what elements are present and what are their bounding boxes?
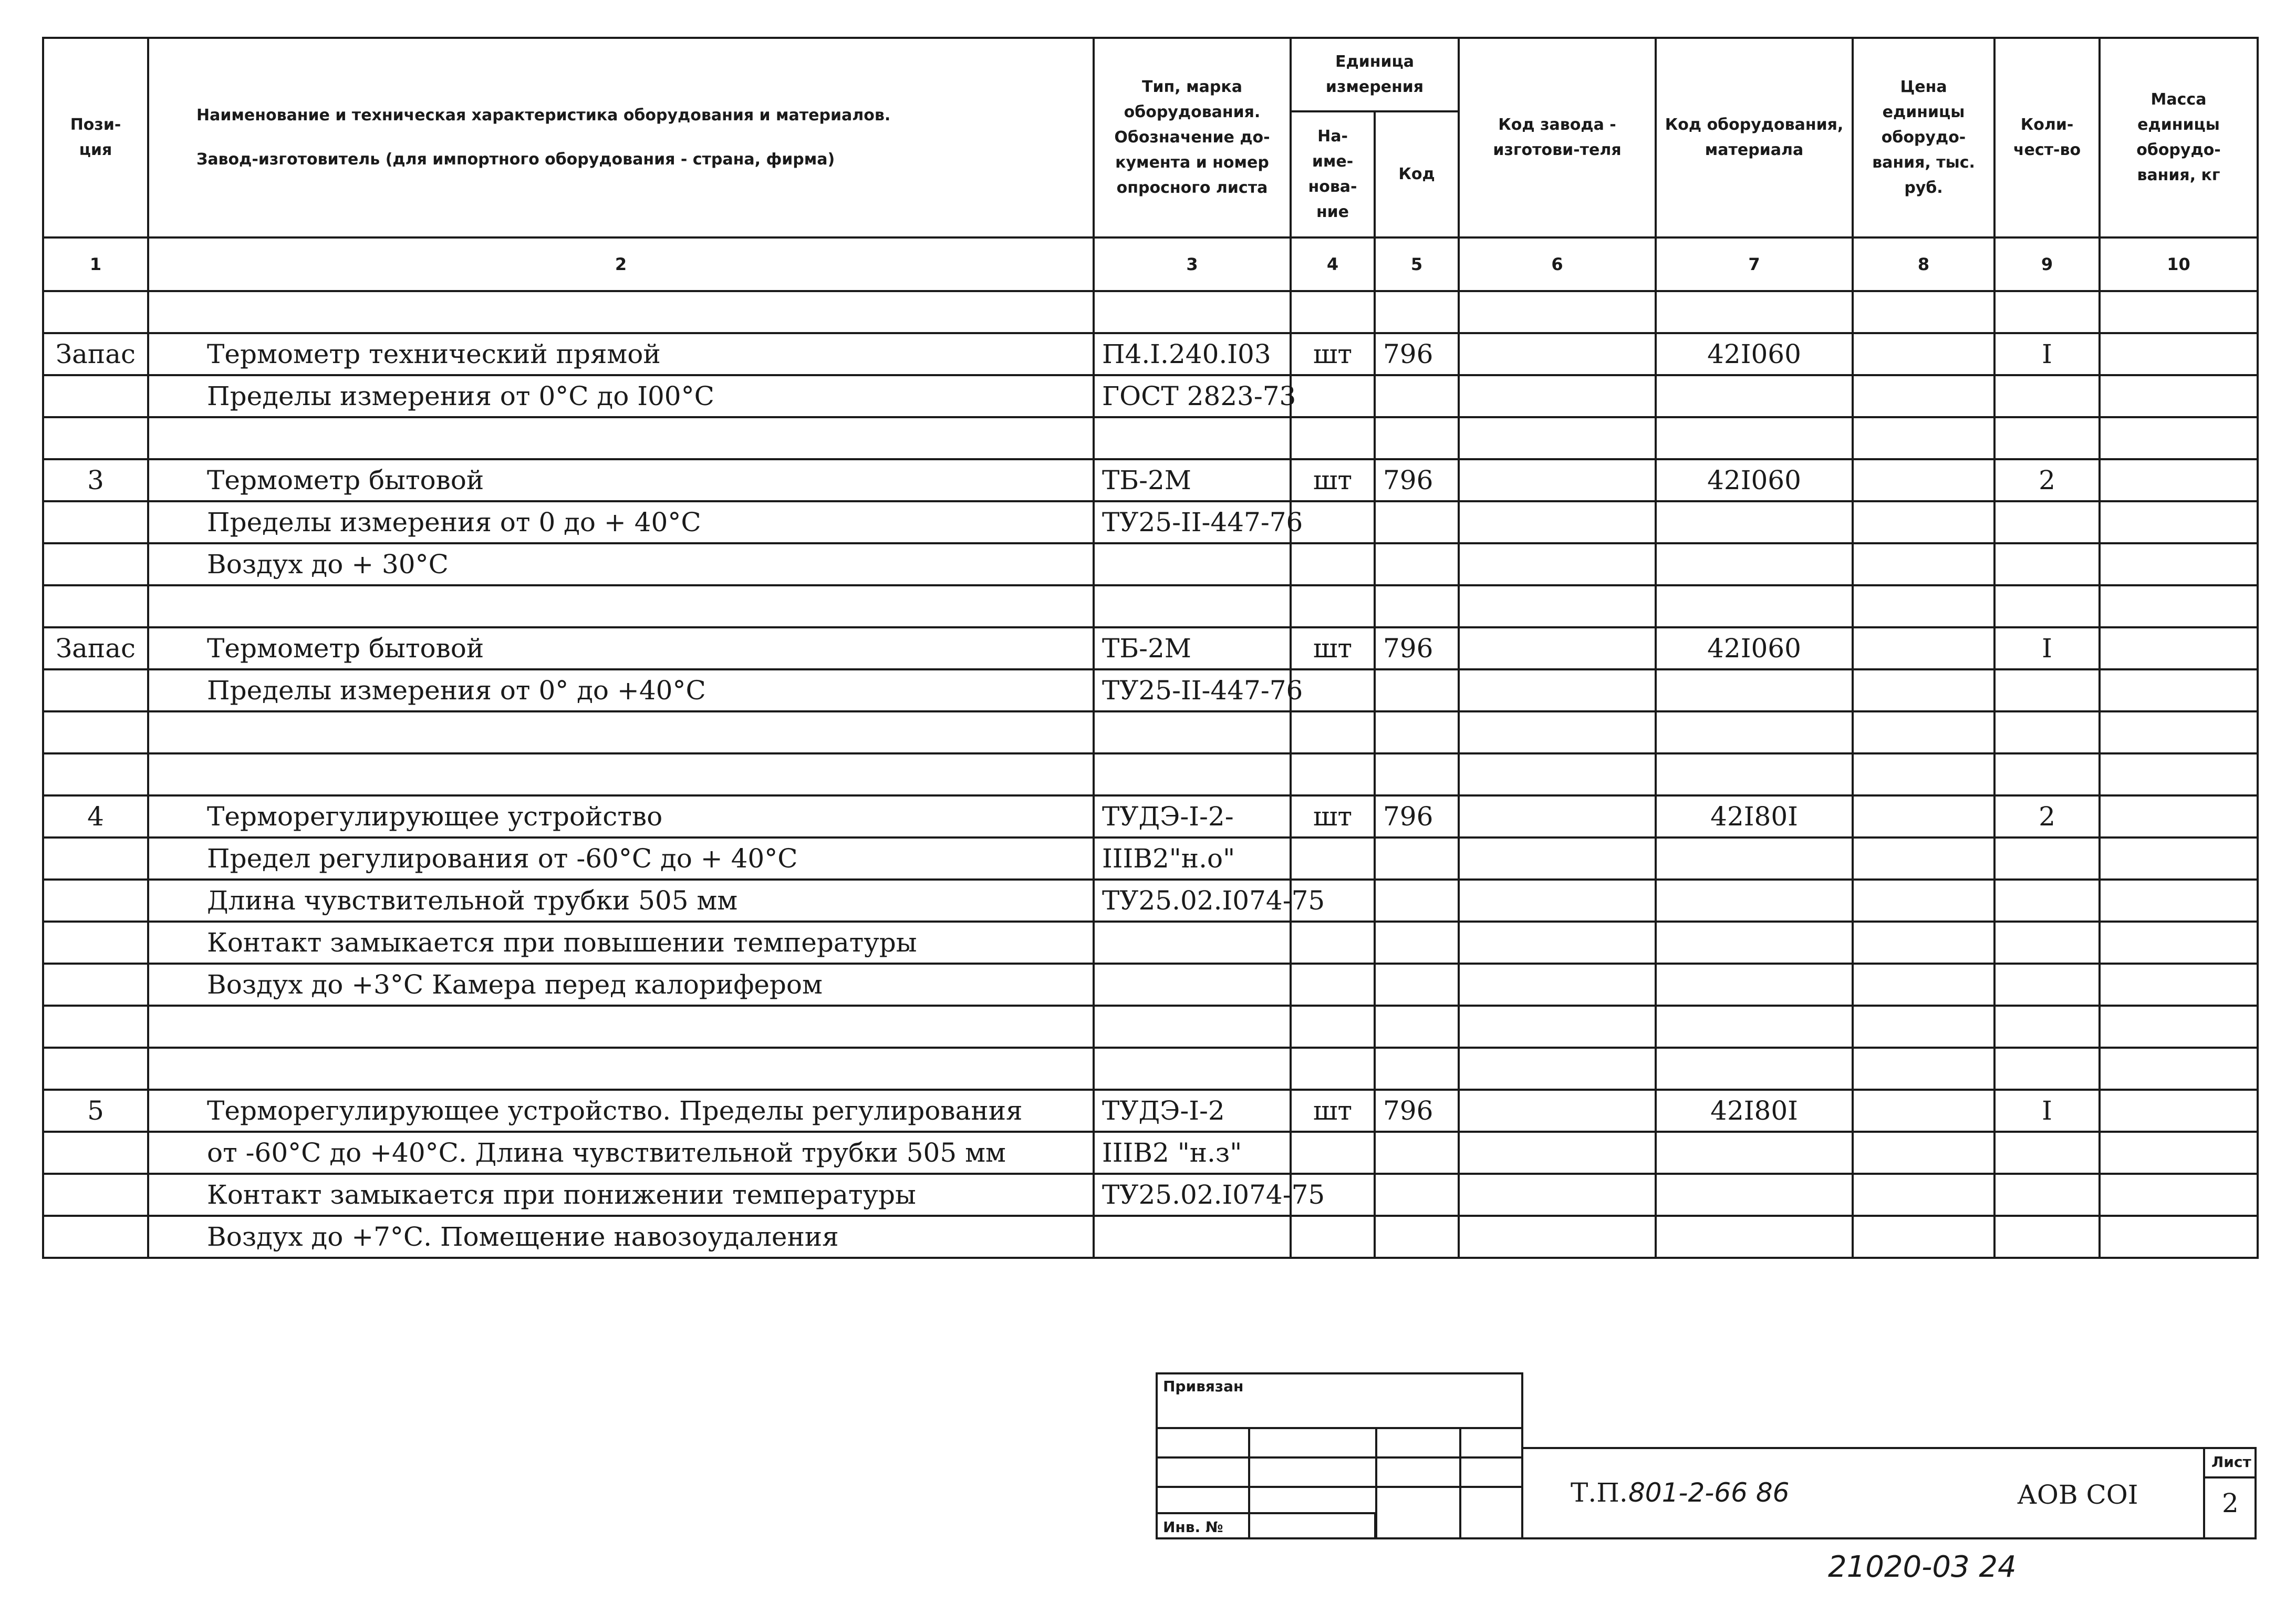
type-cell — [1094, 753, 1291, 795]
header-plant-code: Код завода - изготови-теля — [1459, 38, 1656, 237]
mass-cell — [2100, 1006, 2258, 1048]
privyazan-label: Привязан — [1163, 1378, 1244, 1395]
material-code-cell: 42I060 — [1656, 627, 1853, 669]
name-cell — [148, 1048, 1094, 1090]
quantity-cell: 2 — [1994, 795, 2100, 837]
position-cell — [43, 375, 148, 417]
table-row — [43, 1174, 2258, 1216]
plant-code-cell — [1459, 964, 1656, 1006]
table-row — [43, 585, 2258, 627]
table-row — [43, 711, 2258, 753]
price-cell — [1853, 1132, 1994, 1174]
position-cell — [43, 501, 148, 543]
type-cell: IIIВ2 "н.з" — [1094, 1132, 1291, 1174]
type-cell — [1094, 711, 1291, 753]
position-cell — [43, 1216, 148, 1258]
position-cell — [43, 837, 148, 880]
name-cell: Предел регулирования от -60°С до + 40°С — [148, 837, 1094, 880]
price-cell — [1853, 711, 1994, 753]
unit-code-cell: 796 — [1375, 459, 1459, 501]
price-cell — [1853, 1216, 1994, 1258]
material-code-cell — [1656, 1048, 1853, 1090]
specification-body — [43, 291, 2258, 1258]
plant-code-cell — [1459, 922, 1656, 964]
material-code-cell — [1656, 417, 1853, 459]
plant-code-cell — [1459, 501, 1656, 543]
quantity-cell — [1994, 1174, 2100, 1216]
plant-code-cell — [1459, 837, 1656, 880]
type-cell — [1094, 964, 1291, 1006]
type-cell: ТУ25-II-447-76 — [1094, 669, 1291, 711]
unit-code-cell — [1375, 964, 1459, 1006]
name-cell: Термометр бытовой — [148, 459, 1094, 501]
column-numbers-row — [43, 237, 2258, 291]
header-name — [148, 38, 1094, 237]
price-cell — [1853, 880, 1994, 922]
quantity-cell — [1994, 669, 2100, 711]
unit-name-cell — [1291, 1216, 1375, 1258]
material-code-cell: 42I80I — [1656, 795, 1853, 837]
table-row — [43, 417, 2258, 459]
table-row — [43, 837, 2258, 880]
table-row — [43, 375, 2258, 417]
type-cell — [1094, 291, 1291, 333]
quantity-cell — [1994, 711, 2100, 753]
column-number: 1 — [43, 237, 148, 291]
unit-name-cell — [1291, 922, 1375, 964]
mass-cell — [2100, 585, 2258, 627]
material-code-cell — [1656, 585, 1853, 627]
header-unit: Единица измерения — [1291, 38, 1459, 111]
name-cell: Длина чувствительной трубки 505 мм — [148, 880, 1094, 922]
plant-code-cell — [1459, 753, 1656, 795]
unit-code-cell — [1375, 417, 1459, 459]
type-cell: ТУ25-II-447-76 — [1094, 501, 1291, 543]
type-cell: ТУ25.02.I074-75 — [1094, 880, 1291, 922]
name-cell: Термометр бытовой — [148, 627, 1094, 669]
header-name-line2: Завод-изготовитель (для импортного оборудования - страна, фирма) — [196, 150, 835, 169]
position-cell: 4 — [43, 795, 148, 837]
header-position: Пози- ция — [43, 38, 148, 237]
material-code-cell — [1656, 543, 1853, 585]
price-cell — [1853, 964, 1994, 1006]
plant-code-cell — [1459, 1174, 1656, 1216]
table-row — [43, 922, 2258, 964]
column-number: 8 — [1853, 237, 1994, 291]
price-cell — [1853, 333, 1994, 375]
type-cell — [1094, 543, 1291, 585]
unit-code-cell: 796 — [1375, 333, 1459, 375]
price-cell — [1853, 669, 1994, 711]
mass-cell — [2100, 711, 2258, 753]
mass-cell — [2100, 795, 2258, 837]
column-number: 4 — [1291, 237, 1375, 291]
position-cell — [43, 922, 148, 964]
quantity-cell — [1994, 375, 2100, 417]
unit-code-cell — [1375, 1048, 1459, 1090]
price-cell — [1853, 1048, 1994, 1090]
unit-name-cell: шт — [1291, 627, 1375, 669]
table-row — [43, 543, 2258, 585]
unit-code-cell — [1375, 880, 1459, 922]
plant-code-cell — [1459, 711, 1656, 753]
material-code-cell: 42I060 — [1656, 459, 1853, 501]
name-cell: Контакт замыкается при повышении температуры — [148, 922, 1094, 964]
type-cell: ТБ-2М — [1094, 627, 1291, 669]
unit-code-cell — [1375, 837, 1459, 880]
approval-row — [1156, 1456, 1523, 1488]
price-cell — [1853, 417, 1994, 459]
table-row — [43, 964, 2258, 1006]
unit-code-cell — [1375, 501, 1459, 543]
mass-cell — [2100, 837, 2258, 880]
column-number: 3 — [1094, 237, 1291, 291]
material-code-cell — [1656, 711, 1853, 753]
plant-code-cell — [1459, 291, 1656, 333]
table-row — [43, 333, 2258, 375]
unit-code-cell — [1375, 585, 1459, 627]
table-row — [43, 795, 2258, 837]
unit-code-cell: 796 — [1375, 627, 1459, 669]
price-cell — [1853, 459, 1994, 501]
name-cell: Терморегулирующее устройство. Пределы регулирования — [148, 1090, 1094, 1132]
mass-cell — [2100, 417, 2258, 459]
price-cell — [1853, 585, 1994, 627]
quantity-cell — [1994, 291, 2100, 333]
material-code-cell — [1656, 880, 1853, 922]
type-cell — [1094, 1216, 1291, 1258]
quantity-cell: I — [1994, 627, 2100, 669]
position-cell — [43, 291, 148, 333]
header-unit-name: На-име-нова-ние — [1291, 111, 1375, 237]
mass-cell — [2100, 922, 2258, 964]
position-cell — [43, 1132, 148, 1174]
quantity-cell — [1994, 1006, 2100, 1048]
mass-cell — [2100, 964, 2258, 1006]
position-cell: Запас — [43, 333, 148, 375]
type-cell: П4.I.240.I03 — [1094, 333, 1291, 375]
unit-name-cell — [1291, 1006, 1375, 1048]
material-code-cell — [1656, 1174, 1853, 1216]
unit-code-cell — [1375, 922, 1459, 964]
mass-cell — [2100, 333, 2258, 375]
price-cell — [1853, 753, 1994, 795]
table-row — [43, 459, 2258, 501]
name-cell: Терморегулирующее устройство — [148, 795, 1094, 837]
header-mass: Масса единицы оборудо-вания, кг — [2100, 38, 2258, 237]
unit-code-cell — [1375, 669, 1459, 711]
unit-name-cell — [1291, 1132, 1375, 1174]
quantity-cell — [1994, 417, 2100, 459]
price-cell — [1853, 627, 1994, 669]
type-cell: ТУДЭ-I-2 — [1094, 1090, 1291, 1132]
mass-cell — [2100, 501, 2258, 543]
position-cell — [43, 1006, 148, 1048]
name-cell: Пределы измерения от 0 до + 40°С — [148, 501, 1094, 543]
name-cell: Контакт замыкается при понижении температуры — [148, 1174, 1094, 1216]
unit-code-cell — [1375, 291, 1459, 333]
table-row — [43, 1216, 2258, 1258]
material-code-cell — [1656, 375, 1853, 417]
type-cell — [1094, 1048, 1291, 1090]
type-cell — [1094, 417, 1291, 459]
column-number: 7 — [1656, 237, 1853, 291]
column-number: 5 — [1375, 237, 1459, 291]
table-row — [43, 291, 2258, 333]
material-code-cell — [1656, 964, 1853, 1006]
unit-code-cell: 796 — [1375, 795, 1459, 837]
plant-code-cell — [1459, 459, 1656, 501]
quantity-cell — [1994, 1216, 2100, 1258]
quantity-cell — [1994, 753, 2100, 795]
quantity-cell — [1994, 543, 2100, 585]
name-cell: Воздух до +3°С Камера перед калорифером — [148, 964, 1094, 1006]
material-code-cell: 42I060 — [1656, 333, 1853, 375]
drawing-sheet — [42, 37, 2257, 1539]
material-code-cell — [1656, 1132, 1853, 1174]
inventory-number-label: Инв. № — [1163, 1518, 1223, 1536]
unit-code-cell — [1375, 711, 1459, 753]
table-row — [43, 1006, 2258, 1048]
unit-name-cell: шт — [1291, 459, 1375, 501]
mass-cell — [2100, 1132, 2258, 1174]
table-row — [43, 501, 2258, 543]
plant-code-cell — [1459, 1048, 1656, 1090]
plant-code-cell — [1459, 1090, 1656, 1132]
plant-code-cell — [1459, 585, 1656, 627]
type-cell: ТУ25.02.I074-75 — [1094, 1174, 1291, 1216]
quantity-cell — [1994, 501, 2100, 543]
name-cell: Пределы измерения от 0°С до I00°С — [148, 375, 1094, 417]
material-code-cell — [1656, 1006, 1853, 1048]
unit-code-cell: 796 — [1375, 1090, 1459, 1132]
header-material-code: Код оборудования, материала — [1656, 38, 1853, 237]
price-cell — [1853, 291, 1994, 333]
position-cell — [43, 880, 148, 922]
quantity-cell — [1994, 1132, 2100, 1174]
table-row — [43, 1048, 2258, 1090]
price-cell — [1853, 1174, 1994, 1216]
unit-code-cell — [1375, 1216, 1459, 1258]
name-cell: от -60°С до +40°С. Длина чувствительной трубки 505 мм — [148, 1132, 1094, 1174]
name-cell: Пределы измерения от 0° до +40°С — [148, 669, 1094, 711]
material-code-cell — [1656, 837, 1853, 880]
price-cell — [1853, 1006, 1994, 1048]
position-cell — [43, 1048, 148, 1090]
unit-name-cell — [1291, 964, 1375, 1006]
plant-code-cell — [1459, 375, 1656, 417]
column-number: 9 — [1994, 237, 2100, 291]
quantity-cell — [1994, 922, 2100, 964]
table-row — [43, 627, 2258, 669]
mass-cell — [2100, 291, 2258, 333]
unit-name-cell — [1291, 543, 1375, 585]
mass-cell — [2100, 543, 2258, 585]
position-cell — [43, 964, 148, 1006]
position-cell — [43, 711, 148, 753]
quantity-cell: I — [1994, 333, 2100, 375]
position-cell — [43, 543, 148, 585]
material-code-cell: 42I80I — [1656, 1090, 1853, 1132]
type-cell: ГОСТ 2823-73 — [1094, 375, 1291, 417]
plant-code-cell — [1459, 417, 1656, 459]
name-cell: Воздух до + 30°С — [148, 543, 1094, 585]
table-row — [43, 753, 2258, 795]
quantity-cell — [1994, 964, 2100, 1006]
unit-name-cell — [1291, 753, 1375, 795]
quantity-cell — [1994, 837, 2100, 880]
position-cell: Запас — [43, 627, 148, 669]
archive-number: 21020-03 24 — [1828, 1550, 2017, 1584]
quantity-cell: 2 — [1994, 459, 2100, 501]
material-code-cell — [1656, 753, 1853, 795]
name-cell — [148, 753, 1094, 795]
price-cell — [1853, 795, 1994, 837]
position-cell — [43, 669, 148, 711]
material-code-cell — [1656, 501, 1853, 543]
sheet-number: 2 — [2222, 1488, 2239, 1518]
name-cell — [148, 585, 1094, 627]
document-code: АОВ СОI — [2017, 1480, 2138, 1510]
table-row — [43, 1090, 2258, 1132]
type-cell: ТУДЭ-I-2- — [1094, 795, 1291, 837]
plant-code-cell — [1459, 1132, 1656, 1174]
plant-code-cell — [1459, 1216, 1656, 1258]
unit-name-cell — [1291, 585, 1375, 627]
header-unit-code: Код — [1375, 111, 1459, 237]
unit-name-cell — [1291, 501, 1375, 543]
plant-code-cell — [1459, 880, 1656, 922]
plant-code-cell — [1459, 627, 1656, 669]
name-cell — [148, 291, 1094, 333]
specification-table — [42, 37, 2259, 1259]
project-number: 801-2-66 86 — [1628, 1477, 1790, 1508]
name-cell — [148, 1006, 1094, 1048]
column-number: 6 — [1459, 237, 1656, 291]
type-cell — [1094, 585, 1291, 627]
quantity-cell — [1994, 1048, 2100, 1090]
unit-name-cell — [1291, 291, 1375, 333]
unit-name-cell: шт — [1291, 333, 1375, 375]
plant-code-cell — [1459, 795, 1656, 837]
unit-code-cell — [1375, 1132, 1459, 1174]
position-cell — [43, 417, 148, 459]
header-price: Цена единицы оборудо-вания, тыс. руб. — [1853, 38, 1994, 237]
position-cell: 5 — [43, 1090, 148, 1132]
type-cell: ТБ-2М — [1094, 459, 1291, 501]
type-cell — [1094, 922, 1291, 964]
name-cell: Термометр технический прямой — [148, 333, 1094, 375]
unit-name-cell: шт — [1291, 1090, 1375, 1132]
price-cell — [1853, 543, 1994, 585]
mass-cell — [2100, 669, 2258, 711]
mass-cell — [2100, 880, 2258, 922]
mass-cell — [2100, 375, 2258, 417]
unit-name-cell — [1291, 417, 1375, 459]
unit-name-cell — [1291, 669, 1375, 711]
project-prefix: Т.П. — [1571, 1477, 1628, 1508]
position-cell — [43, 1174, 148, 1216]
header-type: Тип, марка оборудования. Обозначение до-кумента и номер опросного листа — [1094, 38, 1291, 237]
material-code-cell — [1656, 291, 1853, 333]
table-row — [43, 669, 2258, 711]
table-row — [43, 1132, 2258, 1174]
unit-code-cell — [1375, 543, 1459, 585]
plant-code-cell — [1459, 333, 1656, 375]
material-code-cell — [1656, 1216, 1853, 1258]
mass-cell — [2100, 753, 2258, 795]
mass-cell — [2100, 1048, 2258, 1090]
header-quantity: Коли-чест-во — [1994, 38, 2100, 237]
mass-cell — [2100, 459, 2258, 501]
position-cell — [43, 753, 148, 795]
column-number: 2 — [148, 237, 1094, 291]
name-cell — [148, 417, 1094, 459]
unit-code-cell — [1375, 375, 1459, 417]
unit-name-cell — [1291, 375, 1375, 417]
mass-cell — [2100, 1174, 2258, 1216]
material-code-cell — [1656, 922, 1853, 964]
name-cell — [148, 711, 1094, 753]
unit-name-cell: шт — [1291, 795, 1375, 837]
price-cell — [1853, 922, 1994, 964]
type-cell: IIIВ2"н.о" — [1094, 837, 1291, 880]
plant-code-cell — [1459, 543, 1656, 585]
type-cell — [1094, 1006, 1291, 1048]
unit-code-cell — [1375, 1006, 1459, 1048]
mass-cell — [2100, 1090, 2258, 1132]
price-cell — [1853, 837, 1994, 880]
unit-name-cell — [1291, 837, 1375, 880]
quantity-cell: I — [1994, 1090, 2100, 1132]
column-number: 10 — [2100, 237, 2258, 291]
position-cell: 3 — [43, 459, 148, 501]
plant-code-cell — [1459, 669, 1656, 711]
unit-name-cell — [1291, 1048, 1375, 1090]
price-cell — [1853, 375, 1994, 417]
table-row — [43, 880, 2258, 922]
name-cell: Воздух до +7°С. Помещение навозоудаления — [148, 1216, 1094, 1258]
material-code-cell — [1656, 669, 1853, 711]
plant-code-cell — [1459, 1006, 1656, 1048]
unit-name-cell — [1291, 711, 1375, 753]
mass-cell — [2100, 627, 2258, 669]
sheet-label: Лист — [2211, 1453, 2251, 1471]
position-cell — [43, 585, 148, 627]
quantity-cell — [1994, 880, 2100, 922]
quantity-cell — [1994, 585, 2100, 627]
header-name-line1: Наименование и техническая характеристика оборудования и материалов. — [196, 106, 891, 125]
price-cell — [1853, 501, 1994, 543]
mass-cell — [2100, 1216, 2258, 1258]
price-cell — [1853, 1090, 1994, 1132]
unit-code-cell — [1375, 753, 1459, 795]
title-block — [1156, 1372, 2257, 1539]
unit-code-cell — [1375, 1174, 1459, 1216]
